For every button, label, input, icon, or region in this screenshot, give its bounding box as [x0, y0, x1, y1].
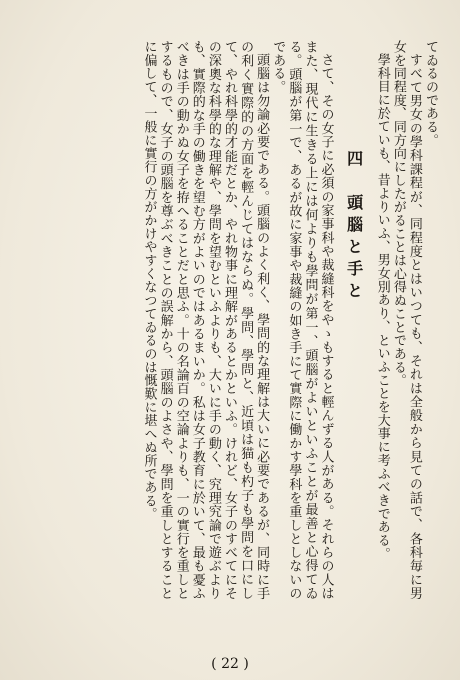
- paragraph-curriculum: すべて男女の學科課程が、同程度とはいつても、それは全般から見ての話で、各科毎に男女を同程度、同方向にしたがることは心得ぬことである。: [390, 40, 422, 600]
- paragraph-home-economics: さて、その女子に必須の家事科や裁縫科をやゝもすると輕んずる人がある。それらの人はまた、現代に生きる上には何よりも學問が第一、頭腦がよいといふことが最善と心得てゐる。頭腦が第一で、あるが故に家事や裁縫の如き手にて實際に働かす學科を重しとしないのである。: [270, 40, 334, 600]
- vertical-text-body: [18, 40, 438, 600]
- paragraph-continuation: てゐるのである。: [423, 40, 438, 147]
- page-number: ( 22 ): [211, 656, 249, 672]
- paragraph-subjects: 學科目に於ていも、昔よりいふ、男女別あり、といふことを大事に考ふべきである。: [374, 53, 390, 561]
- section-heading: 四 頭腦と手と: [344, 150, 364, 304]
- paragraph-head-and-hands: 頭腦は勿論必要である。頭腦のよく利く、學問的な理解は大いに必要であるが、同時に手の利く實際的の方面を輕んじてはならぬ。學問、學問と、近頃は猫も杓子も學問を口にして、やれ科學的才能だとか、やれ物事に理解があるとかといふ。けれど、女子のすべてにその深奧な科學的な理解や、學問を望むといふよりも、大いに手の動く、究理究論で遊ぶよりも、實際的な手の働きを望む方がよいのではあるまいか。私は女子教育に於いて、最も憂ふべきは手の動かぬ女子を拵へることだと思ふ。十の名論百の空論よりも、一の實行を重しとするもので、女子の頭腦を尊ぶべきことの誤解から、頭腦のよさや、學問を重しとすることに偏して、一般に實行の方がかけやすくなつてゐるのは慨歎に堪へぬ所である。: [141, 40, 270, 600]
